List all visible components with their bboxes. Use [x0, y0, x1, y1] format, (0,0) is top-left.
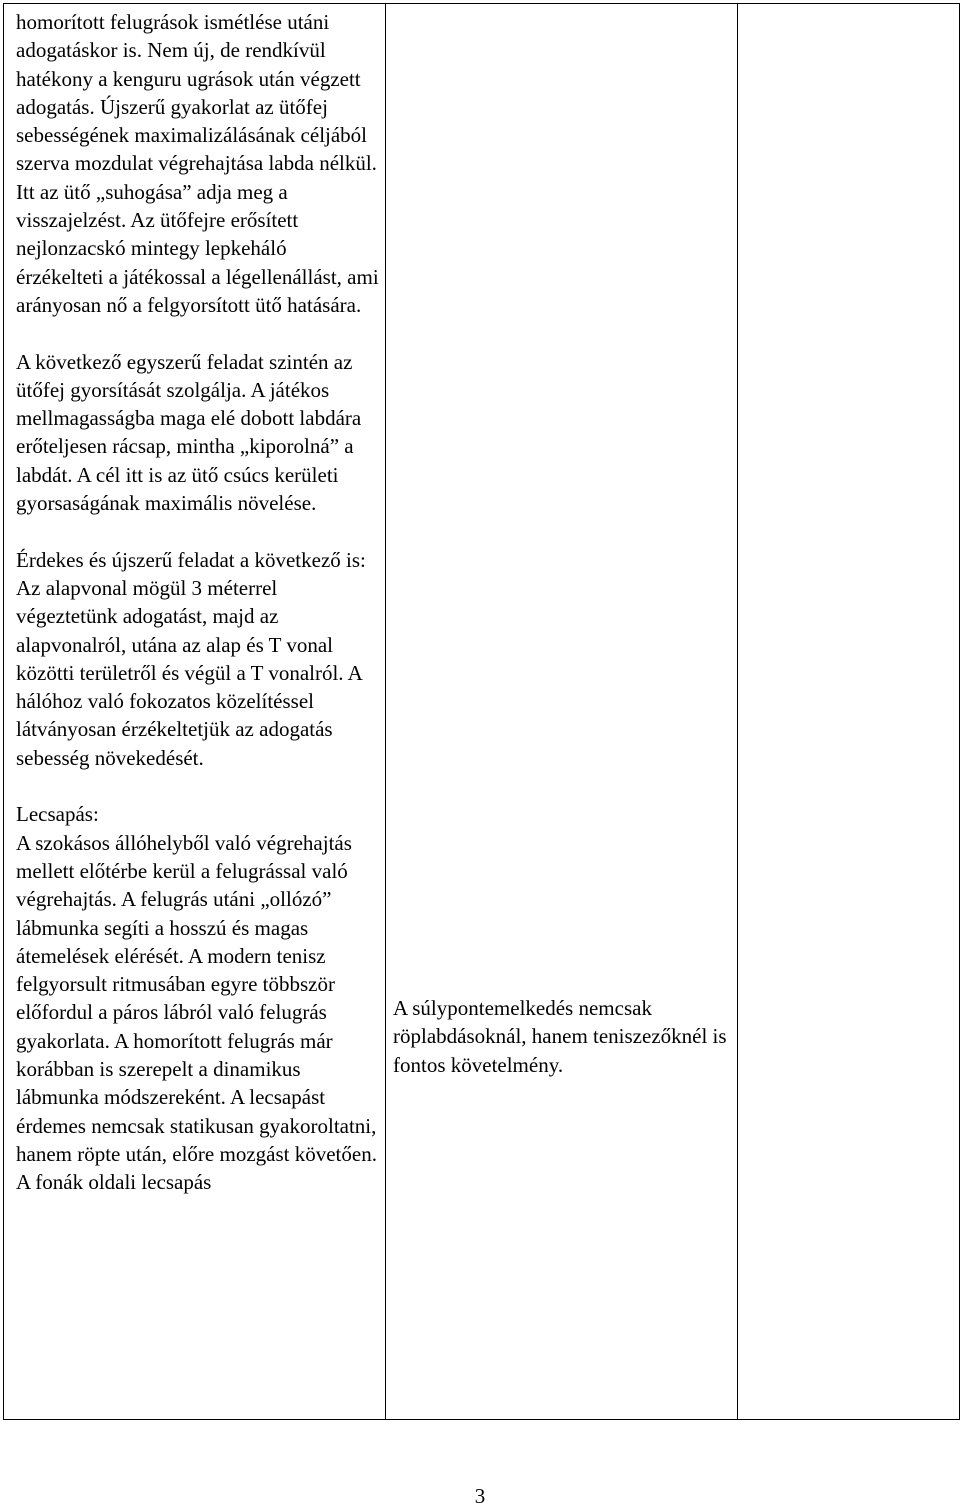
smash-heading: Lecsapás: [16, 802, 99, 827]
remarks-cell [386, 4, 738, 1420]
page-number: 3 [474, 1484, 486, 1508]
smash-section [16, 800, 379, 1196]
method-description-cell [4, 4, 386, 1420]
method-description-text [4, 4, 385, 1196]
paragraph-racket-acceleration: A következő egyszerű feladat szintén az ütőfej gyorsítását szolgálja. A játékos mellmagasságba maga elé dobott labdára erőteljesen rácsap, mintha „kiporolná” a labdát. A cél itt is az ütő csúcs kerületi gyorsaságának maximális növelése. [16, 349, 362, 516]
table-row [4, 4, 960, 1420]
paragraph-serve-drills: homorított felugrások ismétlése utáni adogatáskor is. Nem új, de rendkívül hatékony a kenguru ugrások után végzett adogatás. Újszerű gyakorlat az ütőfej sebességének maximalizálásának céljából szerva mozdulat végrehajtása labda nélkül. Itt az ütő „suhogása” adja meg a visszajelzést. Az ütőfejre erősített nejlonzacskó mintegy lepkeháló érzékelteti a játékossal a légellenállást, ami arányosan nő a felgyorsított ütő hatására. [16, 10, 379, 317]
empty-cell [738, 4, 960, 1420]
content-table [3, 3, 960, 1420]
remarks-text: A súlypontemelkedés nemcsak röplabdásoknál, hanem teniszezőknél is fontos követelmény. [393, 996, 727, 1077]
paragraph-smash: A szokásos állóhelyből való végrehajtás mellett előtérbe kerül a felugrással való végrehajtás. A felugrás utáni „ollózó” lábmunka segíti a hosszú és magas átemelések elérését. A modern tenisz felgyorsult ritmusában egyre többször előfordul a páros lábról való felugrás gyakorlata. A homorított felugrás már korábban is szerepelt a dinamikus lábmunka módszereként. A lecsapást érdemes nemcsak statikusan gyakoroltatni, hanem röpte után, előre mozgást követően. A fonák oldali lecsapás [16, 830, 377, 1195]
paragraph-serve-distance: Érdekes és újszerű feladat a következő is: Az alapvonal mögül 3 méterrel végeztetünk adogatást, majd az alapvonalról, utána az alap és T vonal közötti területről és végül a T vonalról. A hálóhoz való fokozatos közelítéssel látványosan érzékeltetjük az adogatás sebesség növekedését. [16, 547, 366, 770]
